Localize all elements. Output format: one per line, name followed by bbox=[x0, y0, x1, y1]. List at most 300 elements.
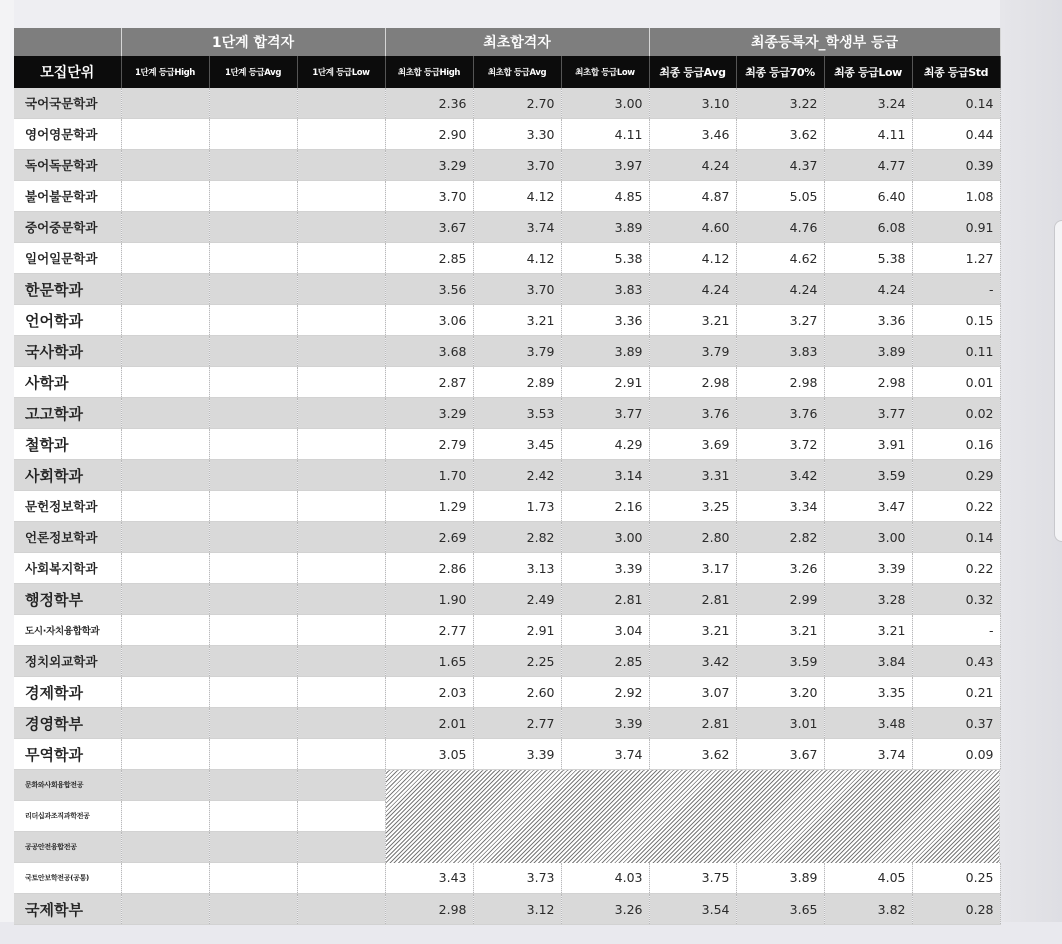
unit-name-cell: 철학과 bbox=[14, 429, 121, 460]
value-cell: 3.68 bbox=[385, 336, 473, 367]
unit-name-cell: 국제학부 bbox=[14, 894, 121, 925]
value-cell: 3.25 bbox=[649, 491, 736, 522]
value-cell: 3.77 bbox=[824, 398, 912, 429]
value-cell bbox=[297, 894, 385, 925]
value-cell bbox=[297, 181, 385, 212]
unit-name-cell: 영어영문학과 bbox=[14, 119, 121, 150]
value-cell: 2.91 bbox=[473, 615, 561, 646]
value-cell: 2.91 bbox=[561, 367, 649, 398]
value-cell: 2.99 bbox=[736, 584, 824, 615]
value-cell: 2.85 bbox=[561, 646, 649, 677]
value-cell: 2.87 bbox=[385, 367, 473, 398]
hatched-empty-area bbox=[385, 770, 1000, 863]
value-cell: 2.25 bbox=[473, 646, 561, 677]
table-row bbox=[14, 305, 1000, 336]
column-header-final-std: 최종 등급Std bbox=[912, 56, 1000, 88]
value-cell: 1.08 bbox=[912, 181, 1000, 212]
unit-name-cell: 언론정보학과 bbox=[14, 522, 121, 553]
value-cell bbox=[121, 181, 209, 212]
table-row bbox=[14, 429, 1000, 460]
value-cell: 3.10 bbox=[649, 88, 736, 119]
unit-name-cell: 국토안보학전공(공통) bbox=[14, 863, 121, 894]
value-cell bbox=[121, 584, 209, 615]
value-cell bbox=[209, 894, 297, 925]
table-row bbox=[14, 88, 1000, 119]
value-cell bbox=[121, 522, 209, 553]
value-cell bbox=[297, 274, 385, 305]
value-cell: 5.05 bbox=[736, 181, 824, 212]
value-cell bbox=[121, 553, 209, 584]
column-header-initial-high: 최초합 등급High bbox=[385, 56, 473, 88]
value-cell: 5.38 bbox=[561, 243, 649, 274]
value-cell bbox=[121, 770, 209, 801]
unit-name-cell: 일어일문학과 bbox=[14, 243, 121, 274]
value-cell bbox=[209, 181, 297, 212]
value-cell bbox=[121, 88, 209, 119]
value-cell: 4.87 bbox=[649, 181, 736, 212]
value-cell: 3.76 bbox=[649, 398, 736, 429]
value-cell: 5.38 bbox=[824, 243, 912, 274]
value-cell: 3.45 bbox=[473, 429, 561, 460]
table-row bbox=[14, 770, 1000, 801]
unit-name-cell: 언어학과 bbox=[14, 305, 121, 336]
column-header-stage1-low: 1단계 등급Low bbox=[297, 56, 385, 88]
value-cell: 0.25 bbox=[912, 863, 1000, 894]
unit-name-cell: 문헌정보학과 bbox=[14, 491, 121, 522]
unit-name-cell: 공공안전융합전공 bbox=[14, 832, 121, 863]
group-header-final: 최종등록자_학생부 등급 bbox=[649, 28, 1000, 56]
column-header-final-70: 최종 등급70% bbox=[736, 56, 824, 88]
value-cell: 3.67 bbox=[736, 739, 824, 770]
value-cell: 6.08 bbox=[824, 212, 912, 243]
value-cell: 1.27 bbox=[912, 243, 1000, 274]
unit-name-cell: 독어독문학과 bbox=[14, 150, 121, 181]
background-left bbox=[0, 0, 14, 944]
value-cell: 3.70 bbox=[473, 274, 561, 305]
value-cell: 3.84 bbox=[824, 646, 912, 677]
value-cell: 3.56 bbox=[385, 274, 473, 305]
value-cell bbox=[121, 274, 209, 305]
value-cell: 0.22 bbox=[912, 491, 1000, 522]
value-cell bbox=[209, 305, 297, 336]
table-row bbox=[14, 584, 1000, 615]
value-cell bbox=[121, 367, 209, 398]
unit-name-cell: 사회복지학과 bbox=[14, 553, 121, 584]
value-cell bbox=[209, 119, 297, 150]
value-cell bbox=[209, 491, 297, 522]
column-header-stage1-high: 1단계 등급High bbox=[121, 56, 209, 88]
value-cell: 3.21 bbox=[473, 305, 561, 336]
value-cell: 2.36 bbox=[385, 88, 473, 119]
value-cell: 3.36 bbox=[561, 305, 649, 336]
value-cell bbox=[209, 522, 297, 553]
value-cell: 3.27 bbox=[736, 305, 824, 336]
value-cell: 3.35 bbox=[824, 677, 912, 708]
value-cell: 0.44 bbox=[912, 119, 1000, 150]
value-cell: 3.89 bbox=[561, 212, 649, 243]
value-cell bbox=[209, 832, 297, 863]
value-cell bbox=[209, 770, 297, 801]
value-cell: 0.16 bbox=[912, 429, 1000, 460]
table-row bbox=[14, 243, 1000, 274]
value-cell: 2.03 bbox=[385, 677, 473, 708]
column-header-final-low: 최종 등급Low bbox=[824, 56, 912, 88]
unit-name-cell: 국사학과 bbox=[14, 336, 121, 367]
value-cell: 2.98 bbox=[736, 367, 824, 398]
unit-name-cell: 사회학과 bbox=[14, 460, 121, 491]
value-cell: 3.00 bbox=[561, 88, 649, 119]
value-cell: 3.97 bbox=[561, 150, 649, 181]
value-cell bbox=[297, 491, 385, 522]
value-cell: 4.03 bbox=[561, 863, 649, 894]
value-cell: 2.81 bbox=[649, 584, 736, 615]
value-cell: 3.26 bbox=[561, 894, 649, 925]
value-cell: 4.12 bbox=[473, 243, 561, 274]
value-cell: 0.22 bbox=[912, 553, 1000, 584]
value-cell: 3.39 bbox=[561, 708, 649, 739]
table-row bbox=[14, 646, 1000, 677]
value-cell bbox=[209, 150, 297, 181]
value-cell bbox=[209, 88, 297, 119]
value-cell bbox=[297, 119, 385, 150]
value-cell bbox=[297, 243, 385, 274]
value-cell bbox=[297, 801, 385, 832]
value-cell bbox=[121, 677, 209, 708]
value-cell: 3.83 bbox=[736, 336, 824, 367]
value-cell: 0.11 bbox=[912, 336, 1000, 367]
unit-name-cell: 리더십과조직과학전공 bbox=[14, 801, 121, 832]
value-cell: 2.85 bbox=[385, 243, 473, 274]
unit-name-cell: 사학과 bbox=[14, 367, 121, 398]
value-cell bbox=[209, 212, 297, 243]
table-row bbox=[14, 212, 1000, 243]
unit-name-cell: 행정학부 bbox=[14, 584, 121, 615]
value-cell: 4.24 bbox=[824, 274, 912, 305]
value-cell bbox=[297, 367, 385, 398]
value-cell: 3.59 bbox=[824, 460, 912, 491]
table-row bbox=[14, 739, 1000, 770]
value-cell: 2.98 bbox=[649, 367, 736, 398]
value-cell bbox=[121, 491, 209, 522]
value-cell: 4.60 bbox=[649, 212, 736, 243]
value-cell: 3.29 bbox=[385, 150, 473, 181]
value-cell: 0.29 bbox=[912, 460, 1000, 491]
table-row bbox=[14, 367, 1000, 398]
value-cell: 3.91 bbox=[824, 429, 912, 460]
value-cell: 6.40 bbox=[824, 181, 912, 212]
unit-name-cell: 경영학부 bbox=[14, 708, 121, 739]
value-cell: 0.91 bbox=[912, 212, 1000, 243]
value-cell: 3.12 bbox=[473, 894, 561, 925]
value-cell: 2.89 bbox=[473, 367, 561, 398]
value-cell bbox=[209, 367, 297, 398]
value-cell: 2.82 bbox=[473, 522, 561, 553]
value-cell bbox=[297, 677, 385, 708]
value-cell: 4.62 bbox=[736, 243, 824, 274]
value-cell: 4.24 bbox=[649, 150, 736, 181]
value-cell: 0.02 bbox=[912, 398, 1000, 429]
value-cell: 3.74 bbox=[824, 739, 912, 770]
value-cell: 3.39 bbox=[824, 553, 912, 584]
group-header-initial: 최초합격자 bbox=[385, 28, 649, 56]
value-cell bbox=[297, 646, 385, 677]
value-cell: 2.77 bbox=[473, 708, 561, 739]
value-cell: - bbox=[912, 615, 1000, 646]
value-cell: 2.98 bbox=[824, 367, 912, 398]
value-cell: 4.24 bbox=[649, 274, 736, 305]
unit-name-cell: 불어불문학과 bbox=[14, 181, 121, 212]
value-cell: 3.73 bbox=[473, 863, 561, 894]
unit-name-cell: 중어중문학과 bbox=[14, 212, 121, 243]
value-cell: 1.65 bbox=[385, 646, 473, 677]
value-cell: 3.21 bbox=[649, 305, 736, 336]
value-cell: 3.21 bbox=[736, 615, 824, 646]
value-cell: 0.32 bbox=[912, 584, 1000, 615]
value-cell bbox=[209, 646, 297, 677]
value-cell bbox=[121, 243, 209, 274]
value-cell bbox=[121, 739, 209, 770]
value-cell: 3.62 bbox=[736, 119, 824, 150]
value-cell bbox=[121, 460, 209, 491]
value-cell: 3.74 bbox=[561, 739, 649, 770]
background-bottom bbox=[0, 922, 1062, 944]
value-cell: 4.12 bbox=[473, 181, 561, 212]
value-cell: 2.42 bbox=[473, 460, 561, 491]
value-cell bbox=[209, 460, 297, 491]
value-cell: 0.01 bbox=[912, 367, 1000, 398]
value-cell bbox=[209, 336, 297, 367]
value-cell: 3.65 bbox=[736, 894, 824, 925]
value-cell: 3.59 bbox=[736, 646, 824, 677]
value-cell: 1.73 bbox=[473, 491, 561, 522]
value-cell: 3.36 bbox=[824, 305, 912, 336]
value-cell bbox=[209, 398, 297, 429]
table-row bbox=[14, 708, 1000, 739]
value-cell: 4.12 bbox=[649, 243, 736, 274]
table-row bbox=[14, 398, 1000, 429]
value-cell bbox=[121, 336, 209, 367]
unit-name-cell: 무역학과 bbox=[14, 739, 121, 770]
value-cell: 2.86 bbox=[385, 553, 473, 584]
value-cell: 3.70 bbox=[385, 181, 473, 212]
value-cell: 1.70 bbox=[385, 460, 473, 491]
value-cell: 0.14 bbox=[912, 522, 1000, 553]
value-cell: 3.34 bbox=[736, 491, 824, 522]
value-cell: 3.89 bbox=[824, 336, 912, 367]
value-cell: 3.30 bbox=[473, 119, 561, 150]
value-cell: 3.07 bbox=[649, 677, 736, 708]
value-cell: 3.14 bbox=[561, 460, 649, 491]
value-cell bbox=[121, 615, 209, 646]
value-cell bbox=[121, 429, 209, 460]
value-cell bbox=[297, 429, 385, 460]
admission-grade-table bbox=[14, 28, 1000, 925]
value-cell: 0.37 bbox=[912, 708, 1000, 739]
value-cell: 1.29 bbox=[385, 491, 473, 522]
value-cell: 1.90 bbox=[385, 584, 473, 615]
value-cell: 4.37 bbox=[736, 150, 824, 181]
value-cell bbox=[121, 708, 209, 739]
value-cell: 0.09 bbox=[912, 739, 1000, 770]
unit-name-cell: 경제학과 bbox=[14, 677, 121, 708]
value-cell: 3.77 bbox=[561, 398, 649, 429]
table-row bbox=[14, 336, 1000, 367]
value-cell: 3.39 bbox=[561, 553, 649, 584]
value-cell: 3.39 bbox=[473, 739, 561, 770]
value-cell: 3.43 bbox=[385, 863, 473, 894]
value-cell: 2.92 bbox=[561, 677, 649, 708]
value-cell bbox=[209, 739, 297, 770]
value-cell bbox=[209, 429, 297, 460]
value-cell bbox=[297, 615, 385, 646]
value-cell bbox=[297, 832, 385, 863]
value-cell bbox=[209, 584, 297, 615]
value-cell: 3.69 bbox=[649, 429, 736, 460]
table-row bbox=[14, 863, 1000, 894]
group-header-stage1: 1단계 합격자 bbox=[121, 28, 385, 56]
value-cell: 3.70 bbox=[473, 150, 561, 181]
value-cell: 0.21 bbox=[912, 677, 1000, 708]
value-cell: 3.05 bbox=[385, 739, 473, 770]
value-cell: 3.76 bbox=[736, 398, 824, 429]
value-cell bbox=[297, 460, 385, 491]
value-cell: 3.47 bbox=[824, 491, 912, 522]
value-cell: 0.15 bbox=[912, 305, 1000, 336]
value-cell: 3.00 bbox=[824, 522, 912, 553]
value-cell: 3.22 bbox=[736, 88, 824, 119]
value-cell: 3.21 bbox=[649, 615, 736, 646]
table-row bbox=[14, 181, 1000, 212]
value-cell: 2.69 bbox=[385, 522, 473, 553]
value-cell: 3.46 bbox=[649, 119, 736, 150]
value-cell: 3.13 bbox=[473, 553, 561, 584]
column-header-final-avg: 최종 등급Avg bbox=[649, 56, 736, 88]
unit-name-cell: 정치외교학과 bbox=[14, 646, 121, 677]
value-cell bbox=[209, 677, 297, 708]
table-body bbox=[14, 88, 1000, 925]
value-cell: 3.29 bbox=[385, 398, 473, 429]
value-cell bbox=[209, 615, 297, 646]
value-cell bbox=[297, 398, 385, 429]
value-cell bbox=[121, 801, 209, 832]
value-cell bbox=[209, 708, 297, 739]
value-cell: 3.06 bbox=[385, 305, 473, 336]
value-cell bbox=[209, 553, 297, 584]
value-cell: 2.77 bbox=[385, 615, 473, 646]
side-panel-edge[interactable] bbox=[1054, 220, 1062, 542]
value-cell: 2.90 bbox=[385, 119, 473, 150]
group-header-blank bbox=[14, 28, 121, 56]
value-cell: 4.05 bbox=[824, 863, 912, 894]
value-cell bbox=[121, 305, 209, 336]
value-cell bbox=[121, 212, 209, 243]
value-cell: 3.72 bbox=[736, 429, 824, 460]
value-cell: 3.04 bbox=[561, 615, 649, 646]
value-cell bbox=[121, 119, 209, 150]
value-cell: 3.42 bbox=[649, 646, 736, 677]
value-cell: 2.81 bbox=[649, 708, 736, 739]
value-cell: 3.89 bbox=[736, 863, 824, 894]
value-cell: 2.81 bbox=[561, 584, 649, 615]
value-cell: 0.43 bbox=[912, 646, 1000, 677]
column-header-unit: 모집단위 bbox=[14, 56, 121, 88]
value-cell: 2.79 bbox=[385, 429, 473, 460]
value-cell: 3.31 bbox=[649, 460, 736, 491]
table-row bbox=[14, 677, 1000, 708]
background-right bbox=[1000, 0, 1062, 944]
value-cell: 2.16 bbox=[561, 491, 649, 522]
value-cell: 4.76 bbox=[736, 212, 824, 243]
value-cell: 0.39 bbox=[912, 150, 1000, 181]
value-cell: 4.11 bbox=[561, 119, 649, 150]
column-header-stage1-avg: 1단계 등급Avg bbox=[209, 56, 297, 88]
value-cell: 3.79 bbox=[649, 336, 736, 367]
table-row bbox=[14, 460, 1000, 491]
unit-name-cell: 도시·자치융합학과 bbox=[14, 615, 121, 646]
value-cell bbox=[297, 770, 385, 801]
value-cell bbox=[121, 894, 209, 925]
value-cell: 2.80 bbox=[649, 522, 736, 553]
unit-name-cell: 고고학과 bbox=[14, 398, 121, 429]
value-cell: 4.85 bbox=[561, 181, 649, 212]
value-cell: 3.24 bbox=[824, 88, 912, 119]
value-cell bbox=[209, 801, 297, 832]
value-cell bbox=[297, 553, 385, 584]
table-row bbox=[14, 119, 1000, 150]
value-cell: 3.82 bbox=[824, 894, 912, 925]
value-cell bbox=[121, 832, 209, 863]
unit-name-cell: 한문학과 bbox=[14, 274, 121, 305]
value-cell bbox=[209, 243, 297, 274]
table-row bbox=[14, 522, 1000, 553]
value-cell bbox=[121, 150, 209, 181]
value-cell: 3.74 bbox=[473, 212, 561, 243]
value-cell: 2.98 bbox=[385, 894, 473, 925]
table-row bbox=[14, 553, 1000, 584]
value-cell: 3.00 bbox=[561, 522, 649, 553]
value-cell: 2.82 bbox=[736, 522, 824, 553]
value-cell bbox=[297, 863, 385, 894]
value-cell: 3.75 bbox=[649, 863, 736, 894]
value-cell bbox=[209, 274, 297, 305]
value-cell: 3.62 bbox=[649, 739, 736, 770]
table-row bbox=[14, 491, 1000, 522]
value-cell: 2.49 bbox=[473, 584, 561, 615]
value-cell: 4.77 bbox=[824, 150, 912, 181]
column-header-initial-avg: 최초합 등급Avg bbox=[473, 56, 561, 88]
value-cell: 3.83 bbox=[561, 274, 649, 305]
value-cell: 3.89 bbox=[561, 336, 649, 367]
value-cell: 4.24 bbox=[736, 274, 824, 305]
unit-name-cell: 국어국문학과 bbox=[14, 88, 121, 119]
table-row bbox=[14, 894, 1000, 925]
value-cell: 3.01 bbox=[736, 708, 824, 739]
value-cell: - bbox=[912, 274, 1000, 305]
value-cell: 0.28 bbox=[912, 894, 1000, 925]
value-cell: 3.42 bbox=[736, 460, 824, 491]
value-cell: 2.01 bbox=[385, 708, 473, 739]
value-cell: 0.14 bbox=[912, 88, 1000, 119]
value-cell: 3.48 bbox=[824, 708, 912, 739]
value-cell: 3.28 bbox=[824, 584, 912, 615]
value-cell bbox=[297, 584, 385, 615]
table-row bbox=[14, 150, 1000, 181]
value-cell: 3.79 bbox=[473, 336, 561, 367]
value-cell bbox=[297, 305, 385, 336]
value-cell: 3.54 bbox=[649, 894, 736, 925]
unit-name-cell: 문화와사회융합전공 bbox=[14, 770, 121, 801]
value-cell: 3.17 bbox=[649, 553, 736, 584]
